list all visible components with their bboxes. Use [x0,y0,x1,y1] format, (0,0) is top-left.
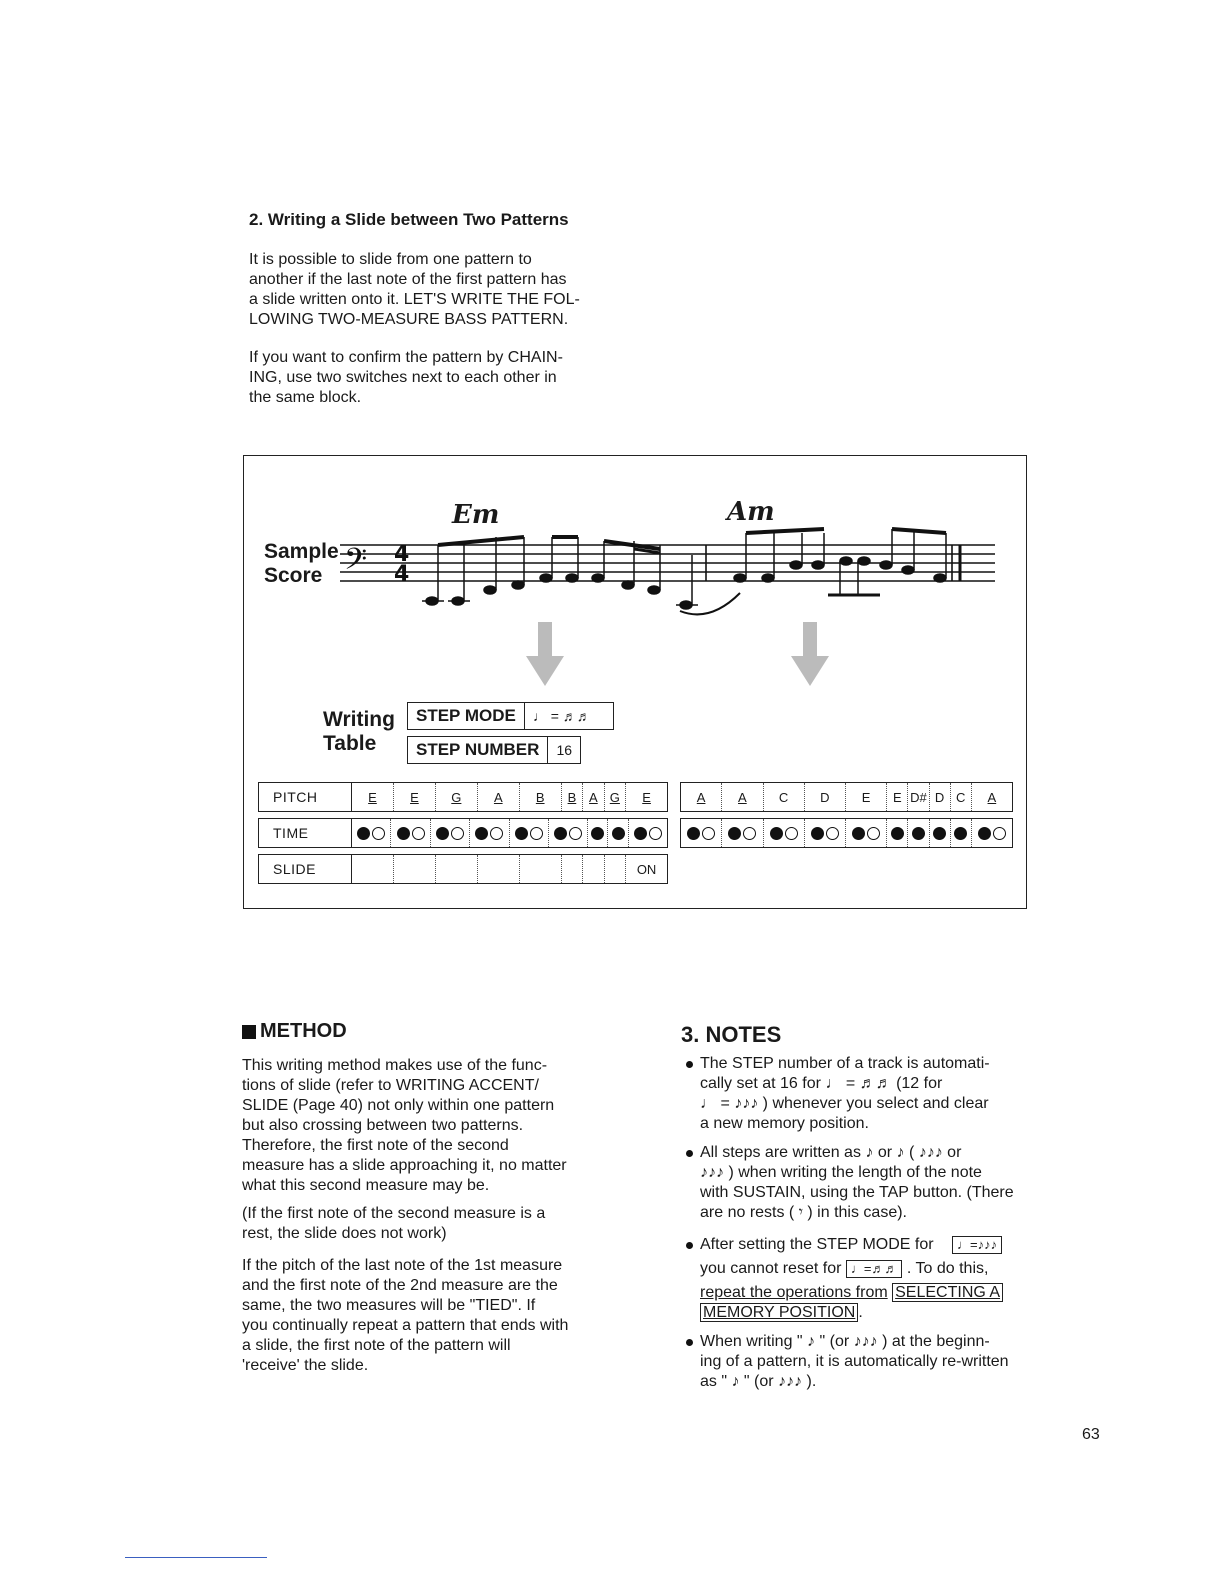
text-line: If you want to confirm the pattern by CHAIN- [249,349,563,366]
time-cell [588,819,608,847]
text-line: LOWING TWO-MEASURE BASS PATTERN. [249,311,569,328]
pitch-cell: D [805,783,846,811]
bullet-icon [686,1061,693,1068]
svg-text:4: 4 [394,542,410,567]
pitch-cell: D [930,783,951,811]
step-mode-sixteenth-box: ♩=♬♬ [846,1260,903,1278]
step-mode-value: ♩ = ♬♬ [532,708,591,724]
section-2-para-2 [249,348,619,408]
text-line: If the pitch of the last note of the 1st measure [242,1257,563,1274]
pitch-cell: A [681,783,722,811]
writing-table-right [680,782,1013,848]
svg-text:4: 4 [394,562,410,587]
text-line: The STEP number of a track is automati- [700,1055,990,1072]
slide-cells [352,855,667,883]
step-number-value: 16 [556,742,573,758]
text-fragment: repeat the operations from [700,1284,888,1301]
text-line: ing of a pattern, it is automatically re-written [700,1353,1009,1370]
section-2-para-1 [249,250,619,330]
pitch-cells [681,783,1012,811]
pitch-cells [352,783,667,811]
bullet-icon [686,1242,693,1249]
text-line: a slide, the first note of the pattern will [242,1337,511,1354]
row-label-slide: SLIDE [259,855,352,884]
text-line [700,1283,1040,1303]
label-line: Writing [323,708,395,731]
method-para-1 [242,1056,612,1196]
method-para-2 [242,1204,612,1244]
notes-heading: 3. NOTES [681,1022,782,1047]
text-line [700,1235,1040,1255]
note-4 [700,1332,1040,1392]
row-label-pitch: PITCH [259,783,352,812]
slide-cell-on: ON [636,861,657,877]
time-cell [930,819,951,847]
text-line: SLIDE (Page 40) not only within one pattern [242,1097,555,1114]
text-fragment: you cannot reset for [700,1260,842,1277]
time-cell [722,819,763,847]
text-line: but also crossing between two patterns. [242,1117,524,1134]
pitch-cell: A [987,789,997,805]
time-cell [608,819,628,847]
time-cell [681,819,722,847]
method-heading [242,1020,347,1043]
text-line: with SUSTAIN, using the TAP button. (There [700,1184,1014,1201]
pitch-cell: D# [908,783,929,811]
time-cells [681,819,1012,847]
pitch-cell: A [478,783,520,811]
step-number-box [407,736,581,764]
arrow-down-icon [785,620,835,690]
bullet-icon [686,1339,693,1346]
time-cell [352,819,391,847]
slide-cell [583,855,604,883]
time-cell [549,819,588,847]
pitch-cell: G [605,783,626,811]
slide-cell [352,855,394,883]
label-line: Sample [264,540,339,563]
label-line: Table [323,732,377,755]
text-line: as " ♪ " (or ♪♪♪ ). [700,1373,817,1390]
note-1 [700,1054,1040,1134]
text-fragment: . To do this, [906,1260,989,1277]
writing-table-label [323,708,395,756]
row-label-time: TIME [259,819,352,848]
note-2 [700,1143,1040,1223]
text-line: another if the last note of the first pattern has [249,271,567,288]
pitch-cell: B [562,783,583,811]
text-line [700,1259,1040,1279]
text-line: ♪♪♪ ) when writing the length of the note [700,1164,982,1181]
text-line: measure has a slide approaching it, no matter [242,1157,567,1174]
pitch-cell: E [394,783,436,811]
pitch-cell: E [846,783,887,811]
text-line: (If the first note of the second measure is a [242,1205,546,1222]
text-line: When writing " ♪ " (or ♪♪♪ ) at the beginn- [700,1333,990,1350]
text-line: MEMORY POSITION . [700,1303,1040,1323]
step-mode-triplet-box: ♩=♪♪♪ [952,1236,1002,1254]
pitch-cell: B [520,783,562,811]
pitch-cell: E [642,789,651,805]
slide-cell [436,855,478,883]
text-line: It is possible to slide from one pattern to [249,251,532,268]
time-cell [629,819,667,847]
slide-cell [478,855,520,883]
slide-cell [605,855,626,883]
bass-clef-icon: 𝄢 [344,543,368,584]
text-line: 'receive' the slide. [242,1357,369,1374]
note-3 [700,1235,1040,1323]
time-cell [972,819,1012,847]
pitch-cell: G [436,783,478,811]
text-line: tions of slide (refer to WRITING ACCENT/ [242,1077,539,1094]
time-cell [805,819,846,847]
step-mode-label: STEP MODE [408,703,525,729]
bullet-icon [686,1150,693,1157]
step-number-label: STEP NUMBER [408,737,548,763]
pitch-cell: E [887,783,908,811]
writing-table-left [258,782,668,884]
time-cell [887,819,908,847]
label-line: Score [264,564,323,587]
time-cells [352,819,667,847]
text-line: ING, use two switches next to each other in [249,369,557,386]
text-line: the same block. [249,389,362,406]
text-line: Therefore, the first note of the second [242,1137,509,1154]
text-line: are no rests ( 𝄾 ) in this case). [700,1204,907,1221]
arrow-down-icon [520,620,570,690]
time-cell [431,819,470,847]
music-staff [340,515,1000,625]
time-cell [846,819,887,847]
text-line: All steps are written as ♪ or ♪ ( ♪♪♪ or [700,1144,962,1161]
time-cell [951,819,972,847]
time-cell [391,819,430,847]
step-mode-box [407,702,614,730]
text-line: you continually repeat a pattern that ends with [242,1317,569,1334]
page-number: 63 [1082,1426,1100,1443]
text-line: what this second measure may be. [242,1177,490,1194]
sample-score-label [264,540,339,588]
text-line: a slide written onto it. LET'S WRITE THE FOL- [249,291,580,308]
footer-rule [125,1557,267,1558]
slide-cell [394,855,436,883]
text-line: cally set at 16 for ♩ = ♬♬ (12 for [700,1075,943,1092]
method-heading-text: METHOD [260,1020,347,1042]
time-cell [470,819,509,847]
pitch-cell: A [583,783,604,811]
text-fragment: SELECTING A [892,1283,1003,1302]
text-line: a new memory position. [700,1115,869,1132]
square-bullet-icon [242,1025,256,1039]
slide-cell [562,855,583,883]
time-cell [510,819,549,847]
text-line: same, the two measures will be "TIED". If [242,1297,536,1314]
chord-am: Am [727,497,775,527]
pitch-cell: C [951,783,972,811]
time-cell [908,819,929,847]
chord-em: Em [452,500,500,530]
slide-cell [520,855,562,883]
text-fragment: MEMORY POSITION [700,1303,858,1322]
text-line: This writing method makes use of the func- [242,1057,548,1074]
method-para-3 [242,1256,612,1376]
section-2-heading: 2. Writing a Slide between Two Patterns [249,210,569,229]
text-line: and the first note of the 2nd measure are the [242,1277,558,1294]
text-fragment: After setting the STEP MODE for [700,1236,934,1253]
pitch-cell: C [764,783,805,811]
text-line: rest, the slide does not work) [242,1225,447,1242]
text-line: ♩ = ♪♪♪ ) whenever you select and clear [700,1095,989,1112]
time-cell [764,819,805,847]
pitch-cell: E [352,783,394,811]
pitch-cell: A [722,783,763,811]
